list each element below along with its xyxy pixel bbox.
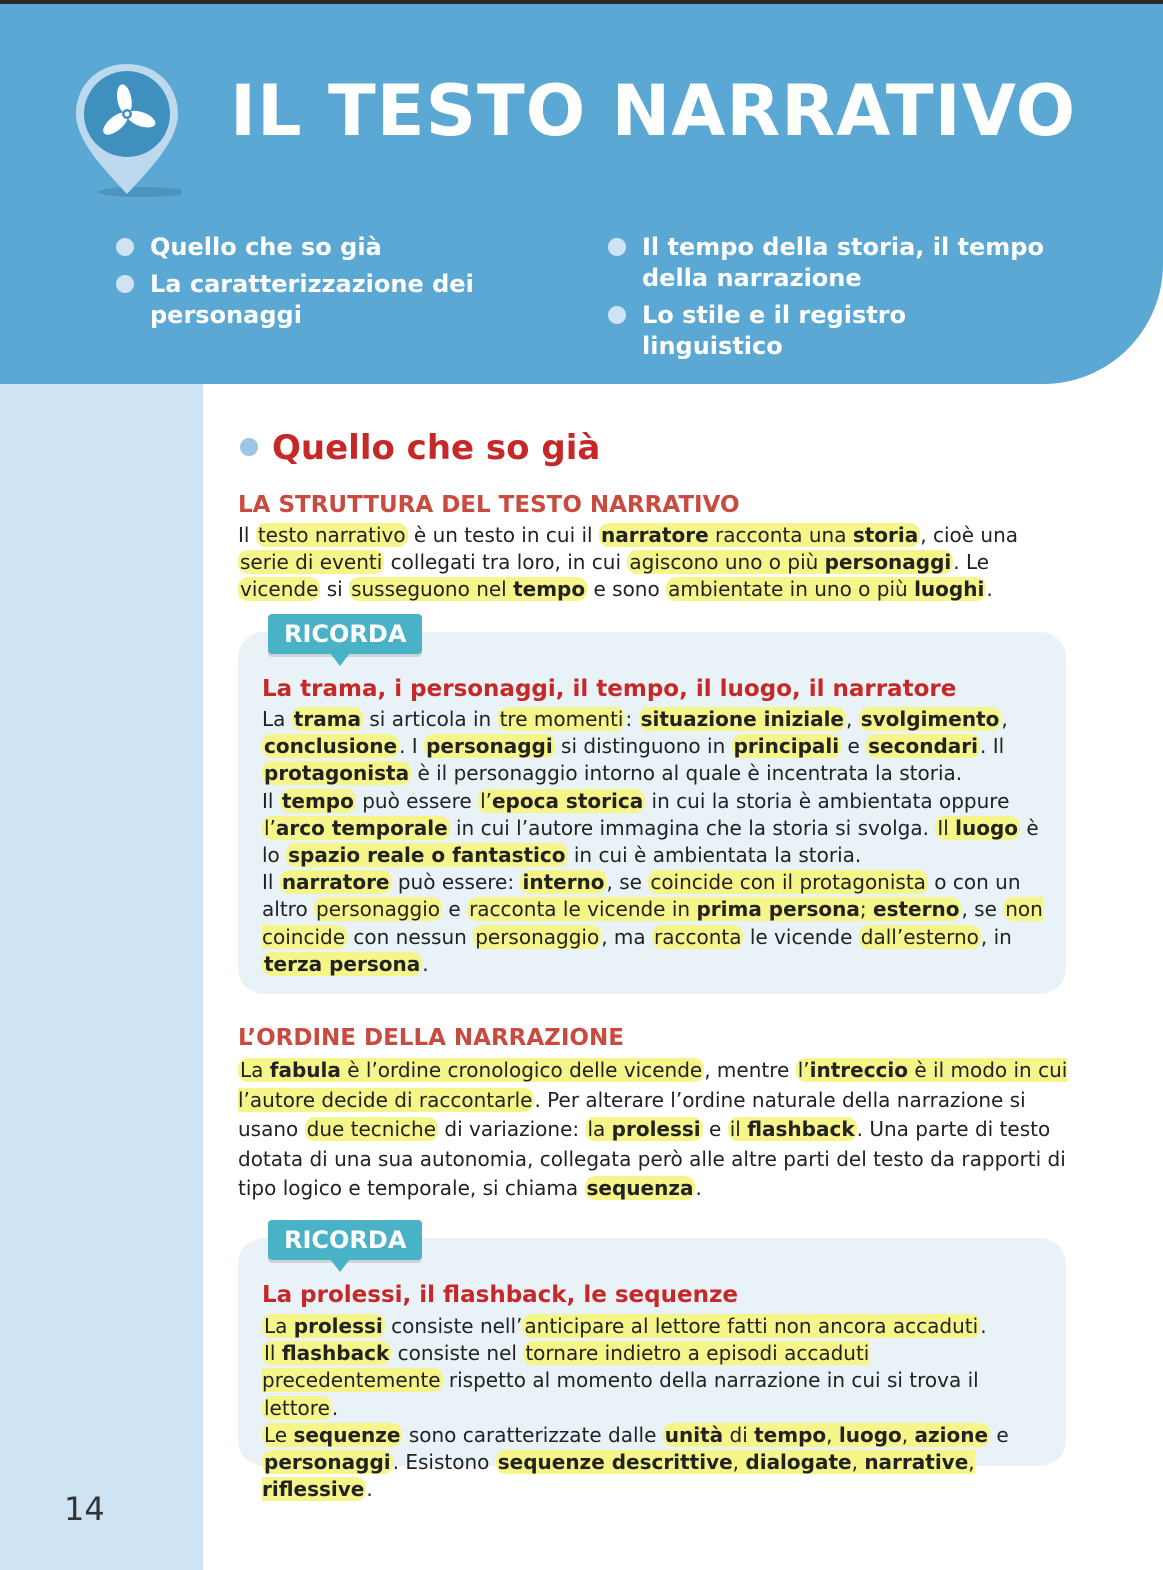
order-paragraph: La fabula è l’ordine cronologico delle vicende , mentre l’intreccio è il modo in cui l’autore decide di raccontarle . Per alterare l’ordine naturale della narrazione si usano due tecniche di variazione: la prolessi e il flashback . Una parte di testo dotata di una sua autonomia, collegata però alle altre parti del testo da rapporti di tipo logico e temporale, si chiama sequenza . — [238, 1058, 1068, 1200]
reminder-title: La trama, i personaggi, il tempo, il luogo, il narratore — [262, 676, 957, 702]
reminder-tag: RICORDA — [268, 614, 422, 654]
bullet-dot-icon — [116, 275, 134, 293]
bullet-dot-icon — [116, 238, 134, 256]
reminder-text: La trama si articola in tre momenti : situazione iniziale , svolgimento , conclusione . I personaggi si distinguono in principali e secondari . Il protagonista è il personaggio intorno al quale è incentrata la storia. Il tempo può essere l’epoca storica in cui la storia è ambientata oppure l’arco temporale in cui l’autore immagina che la storia si svolga. Il luogo è lo spazio reale o fantastico in cui è ambientata la storia. Il narratore può essere: interno , se coincide con il protagonista o con un altro personaggio e racconta le vicende in prima persona; esterno , se non coincide con nessun personaggio , ma racconta le vicende dall’esterno , in terza persona . — [262, 707, 1043, 976]
section-title: Quello che so già — [240, 428, 600, 468]
bullet-dot-icon — [608, 238, 626, 256]
structure-heading: LA STRUTTURA DEL TESTO NARRATIVO — [238, 492, 740, 518]
toc-left-list — [116, 232, 536, 337]
toc-item[interactable]: Lo stile e il registro linguistico — [608, 300, 1048, 362]
toc-item[interactable]: Quello che so già — [116, 232, 536, 263]
left-margin-band — [0, 384, 203, 1570]
reminder-tag: RICORDA — [268, 1220, 422, 1260]
toc-item[interactable]: Il tempo della storia, il tempo della narrazione — [608, 232, 1048, 294]
toc-right-list — [608, 232, 1048, 368]
propeller-pin-icon — [72, 60, 182, 200]
page-number: 14 — [64, 1490, 105, 1528]
bullet-dot-icon — [240, 438, 258, 456]
speech-tail-icon — [330, 653, 350, 666]
chapter-title: IL TESTO NARRATIVO — [230, 70, 1077, 152]
structure-paragraph: Il testo narrativo è un testo in cui il narratore racconta una storia , cioè una serie di eventi collegati tra loro, in cui agiscono uno o più personaggi . Le vicende si susseguono nel tempo e sono ambientate in uno o più luoghi . — [238, 523, 1019, 601]
reminder-title: La prolessi, il flashback, le sequenze — [262, 1282, 738, 1308]
toc-item[interactable]: La caratterizzazione dei personaggi — [116, 269, 536, 331]
order-heading: L’ORDINE DELLA NARRAZIONE — [238, 1025, 624, 1051]
speech-tail-icon — [330, 1259, 350, 1272]
bullet-dot-icon — [608, 306, 626, 324]
reminder-text: La prolessi consiste nell’ anticipare al lettore fatti non ancora accaduti . Il flashback consiste nel tornare indietro a episodi accaduti precedentemente rispetto al momento della narrazione in cui si trova il lettore . Le sequenze sono caratterizzate dalle unità di tempo, luogo, azione e personaggi . Esistono sequenze descrittive, dialogate, narrative, riflessive . — [262, 1314, 1009, 1502]
